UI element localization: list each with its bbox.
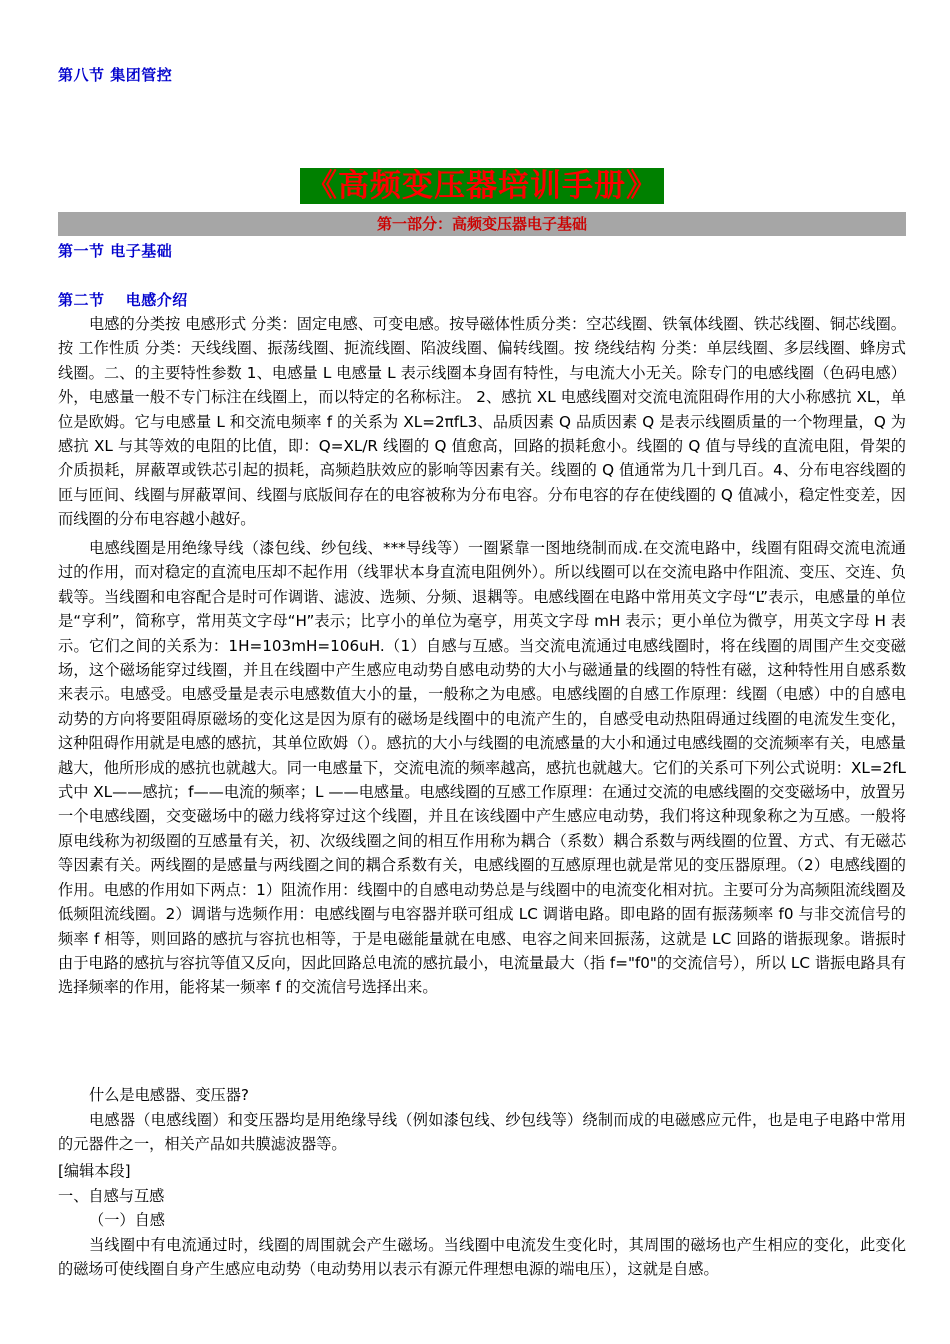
main-title: 《高频变压器培训手册》	[300, 168, 664, 204]
subheading-self-mutual: 一、自感与互感	[58, 1187, 165, 1205]
section-8-heading: 第八节 集团管控	[58, 66, 173, 84]
title-wrapper	[58, 168, 906, 204]
paragraph-inductor-transformer: 电感器（电感线圈）和变压器均是用绝缘导线（例如漆包线、纱包线等）绕制而成的电磁感应元件，也是电子电路中常用的元器件之一，相关产品如共膜滤波器等。	[58, 1111, 906, 1154]
question-heading: 什么是电感器、变压器?	[89, 1086, 249, 1104]
subheading-self-inductance: （一）自感	[89, 1211, 165, 1229]
edit-section-link[interactable]: [编辑本段]	[58, 1162, 131, 1180]
part-1-heading: 第一部分：高频变压器电子基础	[58, 212, 906, 236]
section-1-heading: 第一节 电子基础	[58, 242, 173, 260]
section-2-heading: 第二节 电感介绍	[58, 291, 188, 309]
paragraph-self-inductance: 当线圈中有电流通过时，线圈的周围就会产生磁场。当线圈中电流发生变化时，其周围的磁场也产生相应的变化，此变化的磁场可使线圈自身产生感应电动势（电动势用以表示有源元件理想电源的端电压），这就是自感。	[58, 1236, 906, 1279]
paragraph-inductor-classification: 电感的分类按 电感形式 分类：固定电感、可变电感。按导磁体性质分类：空芯线圈、铁氧体线圈、铁芯线圈、铜芯线圈。按 工作性质 分类：天线线圈、振荡线圈、扼流线圈、陷波线圈、偏转线圈。按 绕线结构 分类：单层线圈、多层线圈、蜂房式线圈。二、的主要特性参数 1、电感量 L 电感量 L 表示线圈本身固有特性，与电流大小无关。除专门的电感线圈（色码电感）外，电感量一般不专门标注在线圈上，而以特定的名称标注。 2、感抗 XL 电感线圈对交流电流阻碍作用的大小称感抗 XL，单位是欧姆。它与电感量 L 和交流电频率 f 的关系为 XL=2πfL3、品质因素 Q 品质因素 Q 是表示线圈质量的一个物理量，Q 为感抗 XL 与其等效的电阻的比值，即：Q=XL/R 线圈的 Q 值愈高，回路的损耗愈小。线圈的 Q 值与导线的直流电阻，骨架的介质损耗，屏蔽罩或铁芯引起的损耗，高频趋肤效应的影响等因素有关。线圈的 Q 值通常为几十到几百。4、分布电容线圈的匝与匝间、线圈与屏蔽罩间、线圈与底版间存在的电容被称为分布电容。分布电容的存在使线圈的 Q 值减小，稳定性变差，因而线圈的分布电容越小越好。	[58, 315, 906, 529]
paragraph-inductor-coil: 电感线圈是用绝缘导线（漆包线、纱包线、***导线等）一圈紧靠一图地绕制而成.在交流电路中，线圈有阻碍交流电流通过的作用，而对稳定的直流电压却不起作用（线罪状本身直流电阻例外）。所以线圈可以在交流电路中作阻流、变压、交连、负载等。当线圈和电容配合是时可作调谐、滤波、选频、分频、退耦等。电感线圈在电路中常用英文字母“L”表示，电感量的单位是“亨利”，简称亨，常用英文字母“H”表示；比亨小的单位为毫亨，用英文字母 mH 表示；更小单位为微亨，用英文字母 H 表示。它们之间的关系为：1H=103mH=106uH.（1）自感与互感。当交流电流通过电感线圈时，将在线圈的周围产生交变磁场，这个磁场能穿过线圈，并且在线圈中产生感应电动势自感电动势的大小与磁通量的线圈的特性有磁，这种特性用自感系数来表示。电感受。电感受量是表示电感数值大小的量，一般称之为电感。电感线圈的自感工作原理：线圈（电感）中的自感电动势的方向将要阻碍原磁场的变化这是因为原有的磁场是线圈中的电流产生的，自感受电动热阻碍通过线圈的电流发生变化，这种阻碍作用就是电感的感抗，其单位欧姆（）。感抗的大小与线圈的电流感量的大小和通过电感线圈的交流频率有关，电感量越大，他所形成的感抗也就越大。同一电感量下，交流电流的频率越高，感抗也就越大。它们的关系可下列公式说明：XL=2fL 式中 XL——感抗；f——电流的频率；L ——电感量。电感线圈的互感工作原理：在通过交流的电感线圈的交变磁场中，放置另一个电感线圈，交变磁场中的磁力线将穿过这个线圈，并且在该线圈中产生感应电动势，我们将这种现象称之为互感。一般将原电线称为初级圈的互感量有关，初、次级线圈之间的相互作用称为耦合（系数）耦合系数与两线圈的位置、方式、有无磁芯等因素有关。两线圈的是感量与两线圈之间的耦合系数有关，电感线圈的互感原理也就是常见的变压器原理。（2）电感线圈的作用。电感的作用如下两点：1）阻流作用：线圈中的自感电动势总是与线圈中的电流变化相对抗。主要可分为高频阻流线圈及低频阻流线圈。2）调谐与选频作用：电感线圈与电容器并联可组成 LC 调谐电路。即电路的固有振荡频率 f0 与非交流信号的频率 f 相等，则回路的感抗与容抗也相等，于是电磁能量就在电感、电容之间来回振荡，这就是 LC 回路的谐振现象。谐振时由于电路的感抗与容抗等值又反向，因此回路总电流的感抗最小，电流量最大（指 f="f0"的交流信号），所以 LC 谐振电路具有选择频率的作用，能将某一频率 f 的交流信号选择出来。	[58, 539, 906, 997]
